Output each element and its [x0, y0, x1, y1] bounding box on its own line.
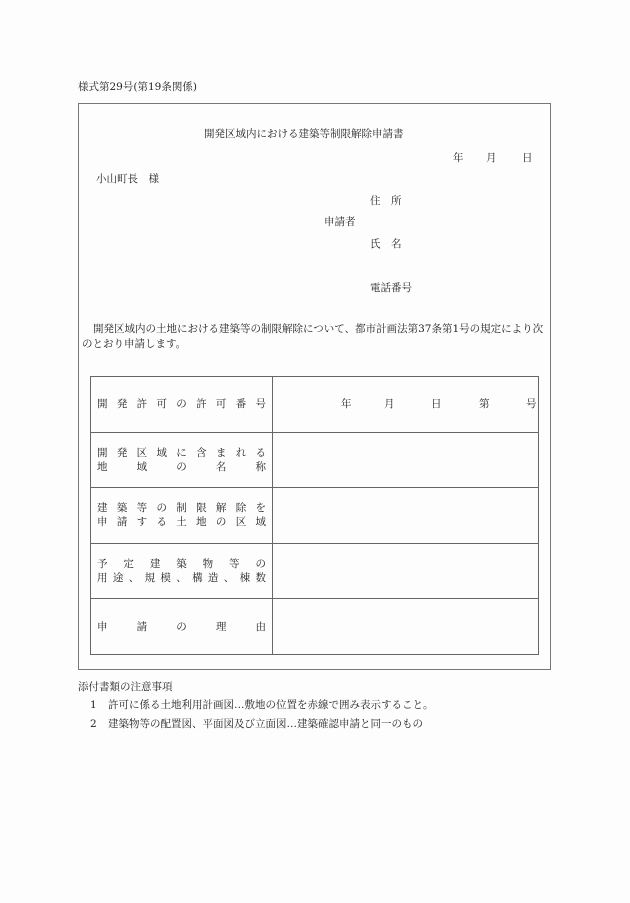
row-label-char: 解	[215, 502, 227, 515]
permit-dai-label: 第	[479, 398, 490, 411]
row-label-line	[97, 460, 266, 474]
document-title: 開発区域内における建築等制限解除申請書	[204, 128, 404, 140]
row-label-char: 、	[128, 572, 140, 585]
row-label-line	[97, 501, 266, 515]
note-text: 許可に係る土地利用計画図…敷地の位置を赤線で囲み表示すること。	[108, 699, 434, 711]
row-value-field[interactable]	[273, 599, 539, 655]
row-label-char: 数	[255, 572, 266, 585]
row-label-char: 築	[176, 558, 187, 571]
row-label-char: 称	[255, 460, 266, 473]
date-year-label: 年	[453, 152, 464, 164]
row-label-char: ま	[215, 446, 227, 459]
row-label-line	[97, 397, 266, 411]
address-label: 住 所	[370, 195, 402, 207]
row-label-line	[97, 515, 266, 529]
area-name-row	[91, 432, 539, 488]
addressee: 小山町長 様	[96, 173, 159, 185]
permit-month-label: 月	[384, 398, 395, 411]
row-label-char: 築	[116, 502, 128, 515]
name-label: 氏 名	[370, 238, 402, 250]
row-value-field[interactable]	[273, 377, 539, 433]
row-label	[91, 488, 273, 544]
row-label-char: 定	[123, 558, 134, 571]
note-item	[90, 717, 423, 731]
row-value-field[interactable]	[273, 543, 539, 599]
row-label-char: 制	[176, 502, 187, 515]
row-label-char: 開	[97, 398, 108, 411]
permit-number-value	[273, 397, 538, 411]
reason-row	[91, 599, 539, 655]
row-label-char: 可	[215, 398, 227, 411]
phone-label: 電話番号	[370, 282, 412, 294]
row-label-char: の	[156, 502, 167, 515]
row-label-char: 、	[176, 572, 187, 585]
row-label-char: 理	[215, 620, 227, 633]
row-label	[91, 543, 273, 599]
row-label	[91, 432, 273, 488]
notes-title: 添付書類の注意事項	[78, 681, 173, 693]
application-table	[90, 376, 539, 655]
row-label-char: 除	[235, 502, 247, 515]
row-label-char: 申	[97, 516, 108, 529]
form-number-label: 様式第29号(第19条関係)	[78, 81, 197, 93]
permit-day-label: 日	[431, 398, 442, 411]
row-label-char: 土	[176, 516, 187, 529]
note-item	[90, 698, 434, 712]
row-label-char: 許	[136, 398, 148, 411]
row-label-char: る	[255, 446, 266, 459]
row-label-char: 番	[235, 398, 247, 411]
row-label-char: れ	[235, 446, 247, 459]
row-label-char: の	[255, 558, 266, 571]
row-label-char: 地	[196, 516, 207, 529]
row-label-char: 等	[136, 502, 148, 515]
row-label	[91, 377, 273, 433]
row-label-char: 予	[97, 558, 108, 571]
row-label-char: 区	[235, 516, 247, 529]
permit-go-label: 号	[526, 398, 537, 411]
row-label-char: る	[156, 516, 167, 529]
row-label-char: 途	[112, 572, 124, 585]
row-label	[91, 599, 273, 655]
land-zone-row	[91, 488, 539, 544]
row-value-field[interactable]	[273, 432, 539, 488]
row-label-char: 模	[160, 572, 171, 585]
row-label-char: の	[176, 460, 187, 473]
note-text: 建築物等の配置図、平面図及び立面図…建築確認申請と同一のもの	[108, 718, 423, 730]
row-label-char: 請	[136, 620, 148, 633]
row-label-char: 造	[207, 572, 219, 585]
row-label-char: 域	[136, 460, 148, 473]
row-label-line	[97, 446, 266, 460]
note-number: 2	[90, 718, 97, 730]
row-label-line	[97, 620, 266, 634]
row-label-char: 含	[196, 446, 207, 459]
note-number: 1	[90, 699, 97, 711]
row-label-char: に	[176, 446, 187, 459]
row-label-char: 発	[116, 398, 128, 411]
permit-number-row	[91, 377, 539, 433]
row-label-char: 開	[97, 446, 108, 459]
row-label-char: 用	[97, 572, 108, 585]
row-label-line	[97, 571, 266, 585]
row-label-char: 規	[144, 572, 156, 585]
row-label-line	[97, 557, 266, 571]
row-label-char: 名	[215, 460, 227, 473]
date-day-label: 日	[522, 152, 533, 164]
row-label-char: 建	[149, 558, 161, 571]
row-label-char: 等	[229, 558, 240, 571]
row-label-char: す	[136, 516, 148, 529]
row-label-char: 限	[196, 502, 207, 515]
row-label-char: 、	[223, 572, 235, 585]
row-label-char: 号	[255, 398, 266, 411]
row-label-char: 請	[116, 516, 128, 529]
row-label-char: 区	[136, 446, 148, 459]
row-label-char: 構	[192, 572, 203, 585]
row-label-char: 域	[255, 516, 266, 529]
row-label-char: 由	[255, 620, 266, 633]
row-label-char: 発	[116, 446, 128, 459]
row-label-char: 建	[97, 502, 108, 515]
row-label-char: 域	[156, 446, 167, 459]
row-label-char: 棟	[239, 572, 251, 585]
row-label-char: 許	[196, 398, 207, 411]
row-label-char: を	[255, 502, 266, 515]
permit-year-label: 年	[341, 398, 352, 411]
row-value-field[interactable]	[273, 488, 539, 544]
row-label-char: の	[176, 398, 187, 411]
planned-building-row	[91, 543, 539, 599]
row-label-char: 申	[97, 620, 108, 633]
applicant-label: 申請者	[324, 216, 356, 228]
row-label-char: の	[215, 516, 227, 529]
row-label-char: の	[176, 620, 187, 633]
row-label-char: 可	[156, 398, 167, 411]
date-month-label: 月	[486, 152, 497, 164]
application-statement: 開発区域内の土地における建築等の制限解除について、都市計画法第37条第1号の規定により次のとおり申請します。	[82, 323, 544, 350]
row-label-char: 物	[202, 558, 214, 571]
row-label-char: 地	[97, 460, 108, 473]
